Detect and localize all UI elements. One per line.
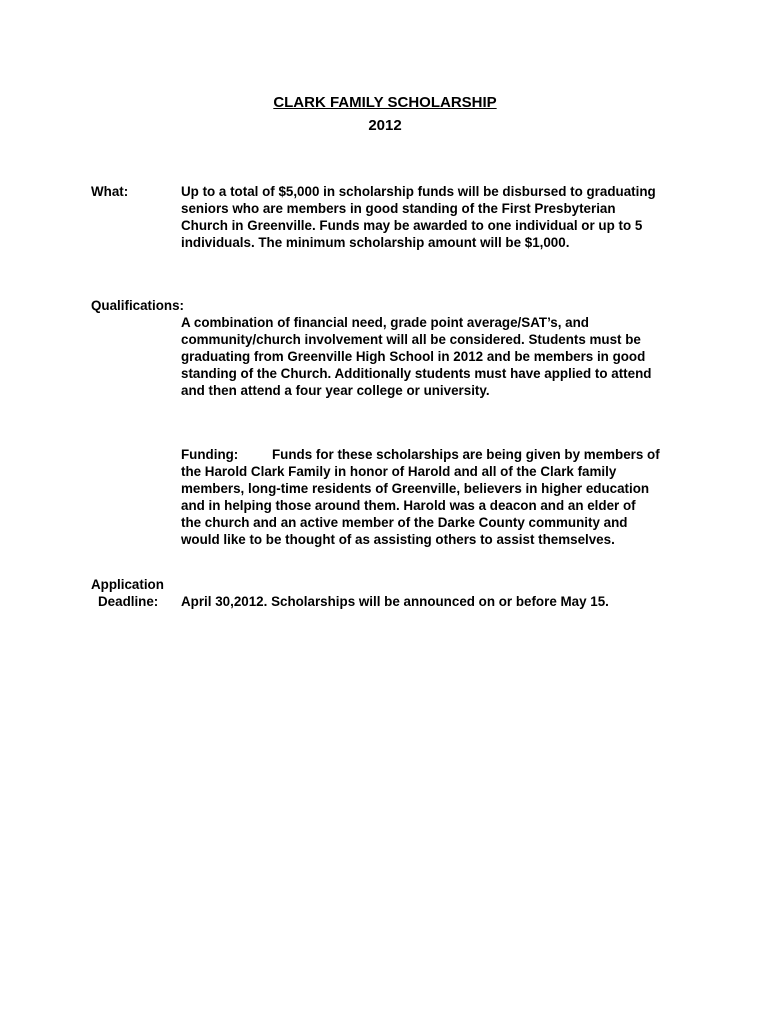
what-line: Up to a total of $5,000 in scholarship funds will be disbursed to graduating [181, 184, 656, 199]
funding-first-line [181, 446, 681, 463]
funding-line: the Harold Clark Family in honor of Harold and all of the Clark family [181, 464, 617, 479]
funding-label: Funding: [181, 447, 239, 462]
qualifications-paragraph [181, 314, 681, 399]
funding-line: members, long-time residents of Greenville, believers in higher education [181, 481, 650, 496]
funding-paragraph [181, 446, 681, 548]
what-label: What: [91, 184, 129, 199]
funding-line: the church and an active member of the Darke County community and [181, 515, 628, 530]
document-year: 2012 [368, 117, 402, 134]
qualifications-label: Qualifications: [91, 298, 185, 313]
qualifications-line: standing of the Church. Additionally students must have applied to attend [181, 366, 652, 381]
qualifications-line: graduating from Greenville High School in 2012 and be members in good [181, 349, 646, 364]
funding-line: Funds for these scholarships are being given by members of [272, 447, 660, 462]
deadline-text: April 30,2012. Scholarships will be announced on or before May 15. [181, 594, 609, 609]
deadline-label-line1: Application [91, 577, 164, 592]
what-paragraph [181, 183, 681, 251]
document-title-text: CLARK FAMILY SCHOLARSHIP [273, 94, 497, 111]
funding-line: would like to be thought of as assisting others to assist themselves. [181, 532, 615, 547]
qualifications-line: A combination of financial need, grade point average/SAT’s, and [181, 315, 589, 330]
funding-line: and in helping those around them. Harold was a deacon and an elder of [181, 498, 636, 513]
qualifications-line: and then attend a four year college or university. [181, 383, 490, 398]
what-line: Church in Greenville. Funds may be awarded to one individual or up to 5 [181, 218, 643, 233]
what-line: seniors who are members in good standing of the First Presbyterian [181, 201, 616, 216]
what-line: individuals. The minimum scholarship amount will be $1,000. [181, 235, 570, 250]
qualifications-line: community/church involvement will all be considered. Students must be [181, 332, 641, 347]
document-title [0, 94, 770, 111]
deadline-label-line2: Deadline: [98, 594, 159, 609]
